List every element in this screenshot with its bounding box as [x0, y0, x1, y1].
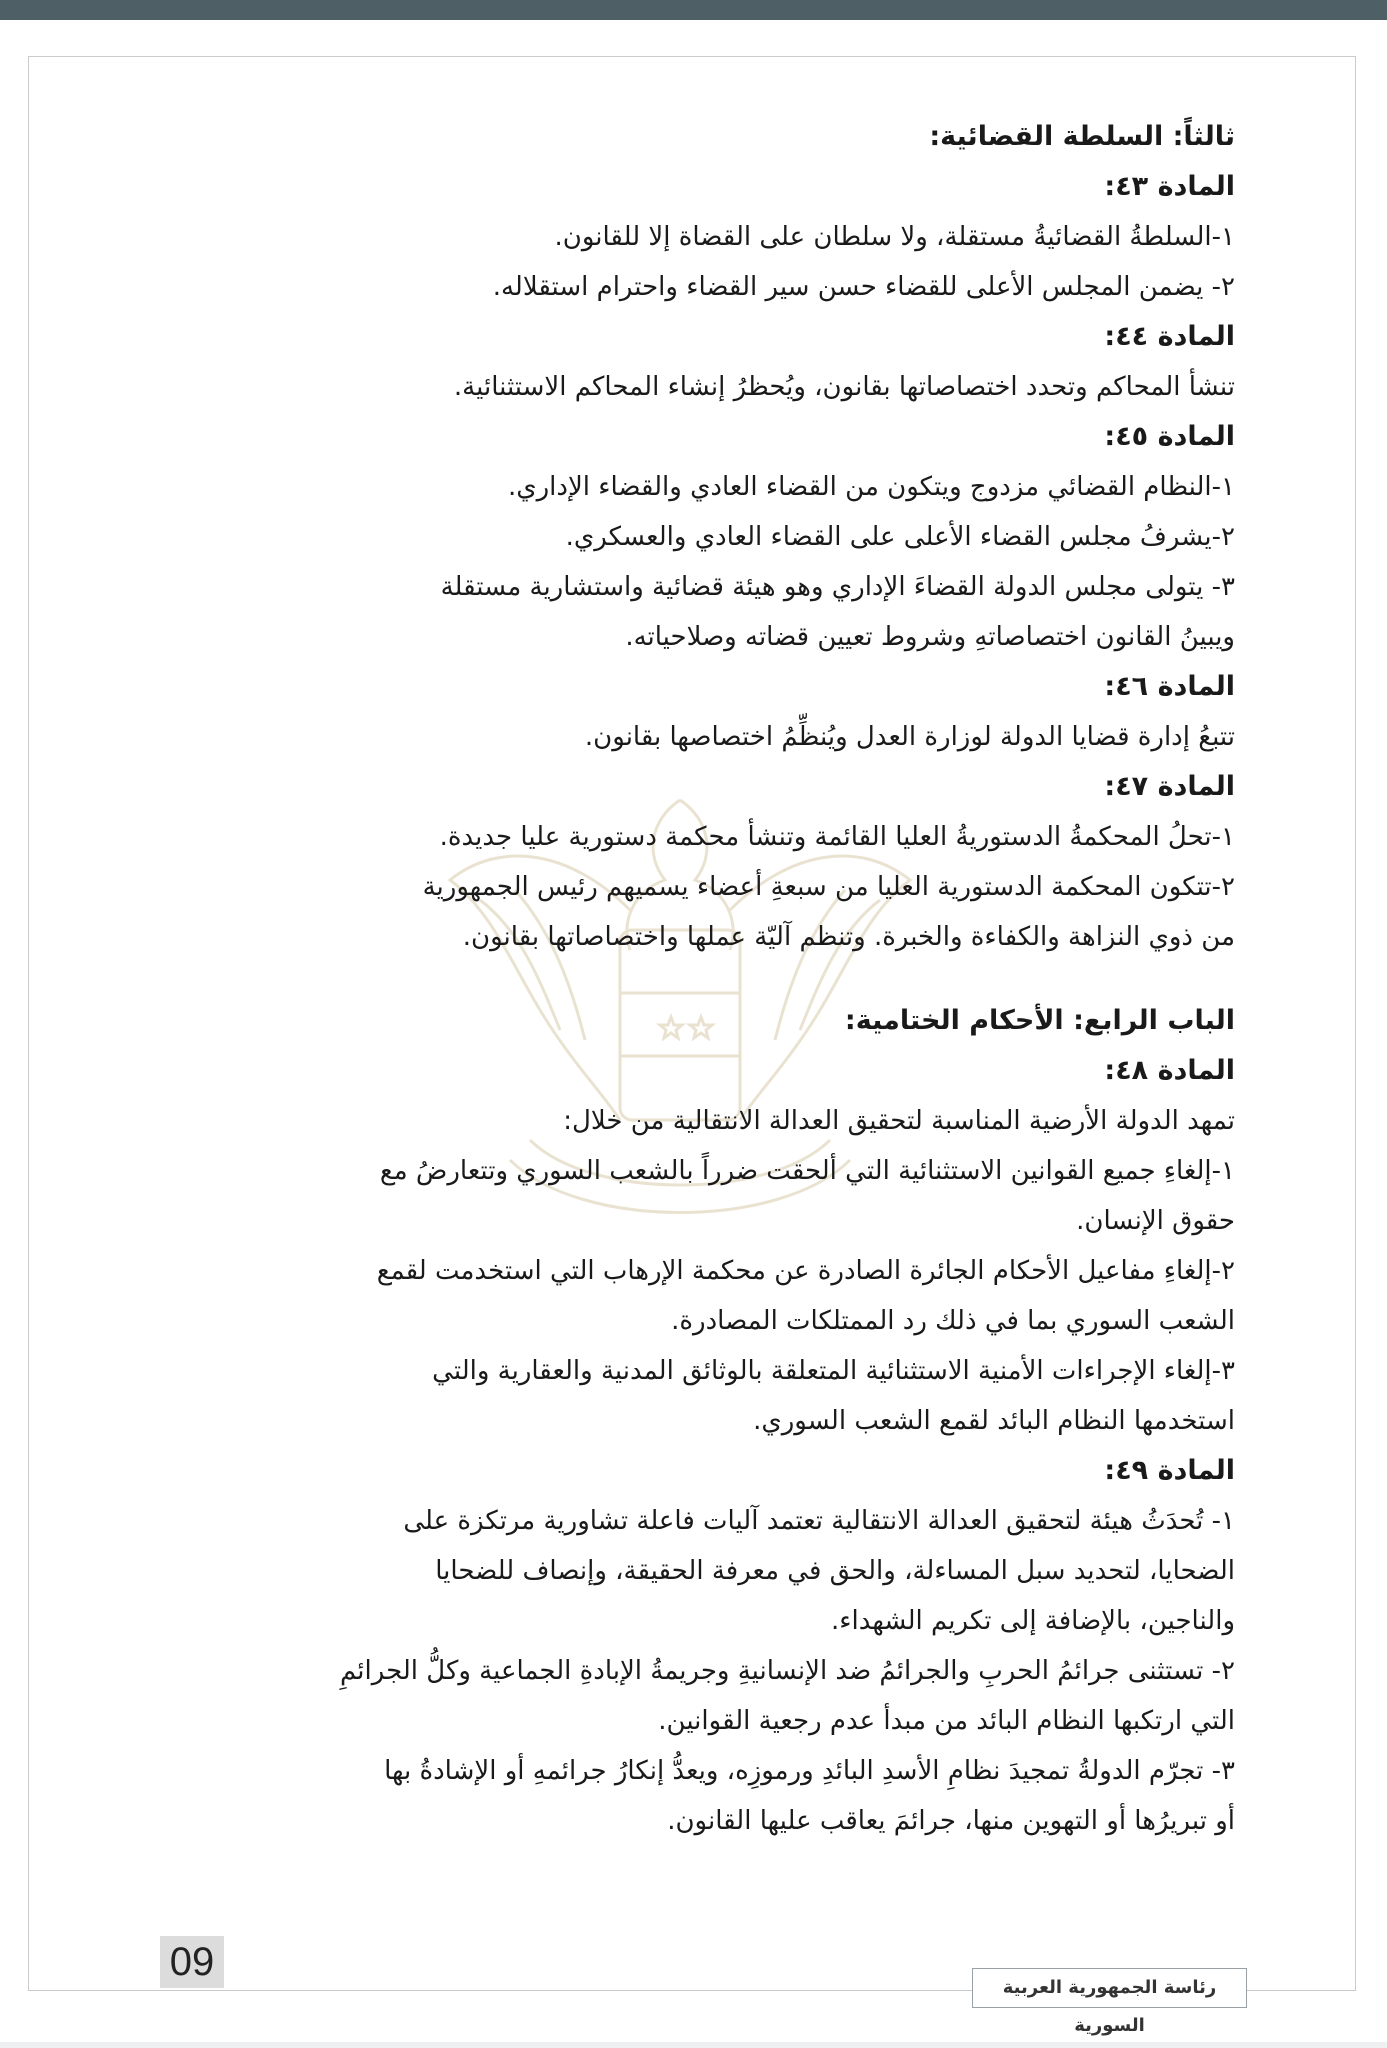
text-line: استخدمها النظام البائد لقمع الشعب السوري.: [753, 1406, 1235, 1436]
text-line: الضحايا، لتحديد سبل المساءلة، والحق في معرفة الحقيقة، وإنصاف للضحايا: [435, 1556, 1235, 1586]
page-number: 09: [160, 1936, 224, 1988]
text-line: ٢-تتكون المحكمة الدستورية العليا من سبعةِ أعضاء يسميهم رئيس الجمهورية: [422, 872, 1235, 902]
text-line: ٣-إلغاء الإجراءات الأمنية الاستثنائية المتعلقة بالوثائق المدنية والعقارية والتي: [432, 1356, 1235, 1386]
document-body: [150, 112, 1235, 1846]
text-line: التي ارتكبها النظام البائد من مبدأ عدم رجعية القوانين.: [658, 1706, 1235, 1736]
section-heading: ثالثاً: السلطة القضائية:: [929, 121, 1235, 152]
text-line: ١-إلغاءِ جميع القوانين الاستثنائية التي ألحقت ضرراً بالشعب السوري وتتعارضُ مع: [379, 1156, 1235, 1186]
top-band: [0, 0, 1387, 20]
text-line: ١-تحلُ المحكمةُ الدستوريةُ العليا القائمة وتنشأ محكمة دستورية عليا جديدة.: [439, 822, 1235, 852]
text-line: ١-النظام القضائي مزدوج ويتكون من القضاء العادي والقضاء الإداري.: [507, 472, 1235, 502]
section-heading: الباب الرابع: الأحكام الختامية:: [844, 1005, 1235, 1036]
section-gap: [150, 962, 1235, 996]
text-line: ٢- يضمن المجلس الأعلى للقضاء حسن سير القضاء واحترام استقلاله.: [492, 272, 1235, 302]
text-line: ١-السلطةُ القضائيةُ مستقلة، ولا سلطان على القضاة إلا للقانون.: [554, 222, 1235, 252]
text-line: والناجين، بالإضافة إلى تكريم الشهداء.: [831, 1606, 1235, 1636]
text-line: ٢-إلغاءِ مفاعيل الأحكام الجائرة الصادرة عن محكمة الإرهاب التي استخدمت لقمع: [376, 1256, 1235, 1286]
text-line: ويبينُ القانون اختصاصاتهِ وشروط تعيين قضاته وصلاحياته.: [625, 622, 1235, 652]
text-line: تنشأ المحاكم وتحدد اختصاصاتها بقانون، ويُحظرُ إنشاء المحاكم الاستثنائية.: [453, 372, 1235, 402]
text-line: ٢- تستثنى جرائمُ الحربِ والجرائمُ ضد الإنسانيةِ وجريمةُ الإبادةِ الجماعية وكلُّ الجرائمِ: [339, 1656, 1235, 1686]
text-line: تمهد الدولة الأرضية المناسبة لتحقيق العدالة الانتقالية من خلال:: [563, 1106, 1235, 1136]
text-line: الشعب السوري بما في ذلك رد الممتلكات المصادرة.: [671, 1306, 1235, 1336]
text-line: ١- تُحدَثُ هيئة لتحقيق العدالة الانتقالية تعتمد آليات فاعلة تشاورية مرتكزة على: [403, 1506, 1235, 1536]
text-line: ٣- تجرّم الدولةُ تمجيدَ نظامِ الأسدِ البائدِ ورموزِه، ويعدُّ إنكارُ جرائمهِ أو الإشادةُ بها: [384, 1756, 1235, 1786]
text-line: تتبعُ إدارة قضايا الدولة لوزارة العدل ويُنظِّمُ اختصاصها بقانون.: [584, 722, 1235, 752]
text-line: من ذوي النزاهة والكفاءة والخبرة. وتنظم آليّة عملها واختصاصاتها بقانون.: [462, 922, 1235, 952]
footer-label: رئاسة الجمهورية العربية السورية: [972, 1968, 1247, 2008]
section-heading: المادة ٤٧:: [1104, 771, 1235, 802]
bottom-strip: [0, 2042, 1387, 2048]
section-heading: المادة ٤٨:: [1104, 1055, 1235, 1086]
section-heading: المادة ٤٩:: [1104, 1455, 1235, 1486]
text-line: أو تبريرُها أو التهوين منها، جرائمَ يعاقب عليها القانون.: [667, 1806, 1235, 1836]
text-line: ٣- يتولى مجلس الدولة القضاءَ الإداري وهو هيئة قضائية واستشارية مستقلة: [440, 572, 1235, 602]
text-line: ٢-يشرفُ مجلس القضاء الأعلى على القضاء العادي والعسكري.: [565, 522, 1235, 552]
section-heading: المادة ٤٦:: [1104, 671, 1235, 702]
section-heading: المادة ٤٤:: [1104, 321, 1235, 352]
section-heading: المادة ٤٣:: [1104, 171, 1235, 202]
section-heading: المادة ٤٥:: [1104, 421, 1235, 452]
text-line: حقوق الإنسان.: [1076, 1206, 1235, 1236]
